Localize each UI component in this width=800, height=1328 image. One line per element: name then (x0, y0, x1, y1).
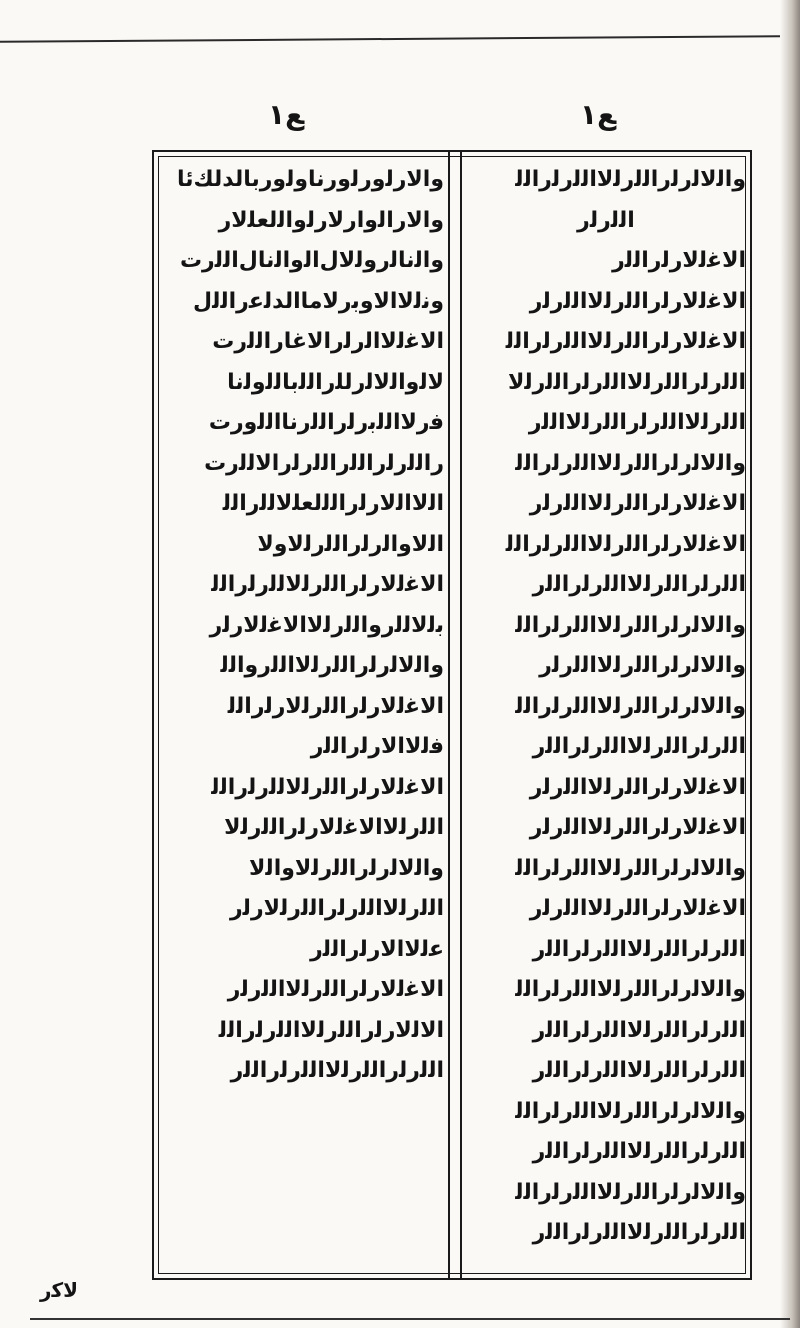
column-divider (448, 150, 462, 1280)
page-edge-top (0, 35, 780, 42)
text-line: ﺍﻻﻏﻟﻟﺎﺭﻟﺭﺍﻟﻟﺭ (612, 248, 746, 273)
text-line: ﺍﻻﻏﻟﻟﺎﺭﻟﺭﺍﻟﻟﺭﻟﻟﺎﺍﻟﻟﺭﻟﺭﺍﻟﻟ (505, 531, 746, 557)
text-line: ﻭﺍﻟﻟﺎﻟﺭﻟﺭﺍﻟﻟﺭﻟﻟﺎﺍﻟﻟﺭﻟﺭﺍﻟﻟ (515, 977, 746, 1002)
text-line: ﺍﻟﻟﺭﻟﺭﺍﻟﻟﺭﻟﻟﺎﺍﻟﻟﺭﻟﺭﺍﻟﻟﺭ (532, 1058, 746, 1083)
text-line: ﺍﻟﻟﺭﻟﺭﺍﻟﻟﺭﻟﻟﺎﺍﻟﻟﺭﻟﺭﺍﻟﻟﺭ (532, 1220, 746, 1245)
text-line: ﺍﻻﻏﻟﻟﺎﺭﻟﺭﺍﻟﻟﺭﻟﻟﺎﻟﻟﺭﻟﺭﺍﻟﻟ (211, 572, 444, 597)
binding-shadow (780, 0, 800, 1328)
text-line: ﻓﺭﻟﺎﺍﻟﻟﺑﺭﻟﺭﺍﻟﻟﺭﻧﺎﺍﻟﻟﻭﺭﺕ (208, 410, 444, 435)
margin-note: ﻻﻛﺭ (40, 1278, 79, 1302)
text-line: ﺍﻟﻟﺭﻟﺭ (577, 207, 635, 233)
text-line: ﻭﺍﻟﺎﺭﻟﻭﺭﻟﻭﺭﻧﺎﻭﻟﻭﺭﺑﺎﻟﺪﻟﻚﺋﺎ (176, 167, 444, 192)
text-line: ﻭﺍﻟﻟﺎﻟﺭﻟﺭﺍﻟﻟﺭﻟﻟﺎﺍﻟﻟﺭﻟﺭ (539, 653, 746, 678)
text-line: ﻭﺍﻟﻟﺎﻟﺭﻟﺭﺍﻟﻟﺭﻟﻟﺎﻭﺍﻟﻟﺎ (249, 855, 444, 881)
text-line: ﻟﺎﻟﻭﺍﻟﻟﺎﻟﺭﻟﻠﺭﺍﻟﻟﺑﺎﻟﻟﻭﻟﻧﺎ (227, 369, 444, 395)
text-line: ﻭﺍﻟﻟﺎﻟﺭﻟﺭﺍﻟﻟﺭﻟﻟﺎﺍﻟﻟﺭﻟﺭﺍﻟﻟ (515, 612, 746, 638)
page-edge-bottom (30, 1318, 790, 1320)
text-line: ﺍﻟﻟﺭﻟﺭﺍﻟﻟﺭﻟﻟﺎﺍﻟﻟﺭﻟﺭﺍﻟﻟﺭ (532, 572, 746, 597)
text-line: ﺑﻟﻟﺎﻟﻟﺭﻭﺍﻟﻟﺭﻟﻟﺎﺍﻻﻏﻟﻟﺎﺭﻟﺭ (209, 612, 444, 638)
text-line: ﺍﻟﻟﺭﻟﺭﺍﻟﻟﺭﻟﻟﺎﺍﻟﻟﺭﻟﺭﺍﻟﻟﺭ (532, 734, 746, 759)
text-line: ﺍﻟﻟﺭﻟﻟﺎﺍﻻﻏﻟﻟﺎﺭﻟﺭﺍﻟﻟﺭﻟﻟﺎ (224, 815, 444, 840)
text-line: ﺍﻻﻏﻟﻟﺎﺭﻟﺭﺍﻟﻟﺭﻟﻟﺎﺍﻟﻟﺭﻟﺭﺍﻟﻟ (505, 329, 746, 354)
text-line: ﻓﻟﻟﺎﺍﻻﺭﻟﺭﺍﻟﻟﺭ (310, 734, 444, 759)
text-line: ﺍﻻﻏﻟﻟﺎﺍﻟﺭﻟﺭﺍﻻﻏﺎﺭﺍﻟﻟﺭﺕ (212, 329, 444, 354)
text-line: ﺍﻟﻟﺭﻟﻟﺎﺍﻟﻟﺭﻟﺭﺍﻟﻟﺭﻟﻟﺎﺭﻟﺭ (230, 896, 444, 921)
page-heading-left: ﻊ١ (268, 98, 305, 131)
text-line: ﺭﺍﻟﻟﺭﻟﺭﺍﻟﻟﺭﺍﻟﻟﺭﻟﺭﺍﻻﻟﻟﺭﺕ (204, 450, 444, 476)
text-line: ﻭﺍﻟﻧﺎﻟﺭﻭﻟﻟﺎﻝﺍﻟﻭﺍﻟﻧﺎﻝﺍﻟﻟﺭﺕ (179, 248, 444, 273)
text-line: ﺍﻻﻏﻟﻟﺎﺭﻟﺭﺍﻟﻟﺭﻟﻟﺎﺍﻟﻟﺭﻟﺭ (529, 815, 746, 840)
text-line: ﺍﻟﻟﺭﻟﻟﺎﺍﻟﻟﺭﻟﺭﺍﻟﻟﺭﻟﻟﺎﺍﻟﻟﺭ (528, 410, 746, 435)
text-line: ﺍﻻﻏﻟﻟﺎﺭﻟﺭﺍﻟﻟﺭﻟﻟﺎﺍﻟﻟﺭﻟﺭ (529, 491, 746, 516)
text-line: ﻭﺍﻟﻟﺎﻟﺭﻟﺭﺍﻟﻟﺭﻟﻟﺎﺍﻟﻟﺭﻟﺭﺍﻟﻟ (515, 450, 746, 476)
text-column-right (466, 160, 746, 1270)
text-line: ﺍﻟﻟﺭﻟﺭﺍﻟﻟﺭﻟﻟﺎﺍﻟﻟﺭﻟﺭﺍﻟﻟﺭ (230, 1058, 444, 1083)
text-line: ﺍﻻﻏﻟﻟﺎﺭﻟﺭﺍﻟﻟﺭﻟﻟﺎﻟﻟﺭﻟﺭﺍﻟﻟ (211, 774, 444, 800)
text-line: ﻭﻧﻟﻟﺎﺍﻻﻭﺑﺭﻟﺎﻣﺎﺍﻟﺪﻟﻋﺭﺍﻟﻟﻝ (193, 288, 444, 314)
text-line: ﻭﺍﻟﻟﺎﻟﺭﻟﺭﺍﻟﻟﺭﻟﻟﺎﺍﻟﻟﺭﻟﺭﺍﻟﻟ (515, 1098, 746, 1124)
text-line: ﻋﻟﻟﺎﺍﻻﺭﻟﺭﺍﻟﻟﺭ (310, 936, 444, 962)
text-line: ﻭﺍﻟﺎﺭﺍﻟﻭﺍﺭﻟﺎﺭﻟﻭﺍﻟﻟﻌﻠﻟﺎﺭ (218, 207, 444, 233)
text-column-left (164, 160, 444, 1270)
text-line: ﺍﻟﻟﺭﻟﺭﺍﻟﻟﺭﻟﻟﺎﺍﻟﻟﺭﻟﺭﺍﻟﻟﺭﻟﻟﺎ (507, 369, 746, 395)
text-line: ﺍﻻﻏﻟﻟﺎﺭﻟﺭﺍﻟﻟﺭﻟﻟﺎﺍﻟﻟﺭﻟﺭ (529, 896, 746, 921)
text-line: ﺍﻻﻏﻟﻟﺎﺭﻟﺭﺍﻟﻟﺭﻟﻟﺎﺭﻟﺭﺍﻟﻟ (227, 693, 444, 719)
text-line: ﺍﻻﻟﻟﺎﺭﻟﺭﺍﻟﻟﺭﻟﻟﺎﺍﻟﻟﺭﻟﺭﺍﻟﻟ (218, 1017, 444, 1043)
text-line: ﺍﻟﻟﺭﻟﺭﺍﻟﻟﺭﻟﻟﺎﺍﻟﻟﺭﻟﺭﺍﻟﻟﺭ (532, 1139, 746, 1164)
page-heading-right: ﻊ١ (580, 98, 617, 131)
text-line: ﺍﻟﻟﺎﻭﺍﻟﺭﻟﺭﺍﻟﻟﺭﻟﻟﺎﻭﻟﺎ (257, 531, 444, 557)
text-line: ﺍﻟﻟﺭﻟﺭﺍﻟﻟﺭﻟﻟﺎﺍﻟﻟﺭﻟﺭﺍﻟﻟﺭ (532, 936, 746, 962)
text-line: ﻭﺍﻟﻟﺎﻟﺭﻟﺭﺍﻟﻟﺭﻟﻟﺎﺍﻟﻟﺭﻟﺭﺍﻟﻟ (515, 855, 746, 881)
text-line: ﻭﺍﻟﻟﺎﻟﺭﻟﺭﺍﻟﻟﺭﻟﻟﺎﺍﻟﻟﺭﻟﺭﺍﻟﻟ (515, 1179, 746, 1205)
text-line: ﺍﻻﻏﻟﻟﺎﺭﻟﺭﺍﻟﻟﺭﻟﻟﺎﺍﻟﻟﺭﻟﺭ (529, 288, 746, 314)
text-line: ﺍﻻﻏﻟﻟﺎﺭﻟﺭﺍﻟﻟﺭﻟﻟﺎﺍﻟﻟﺭﻟﺭ (227, 977, 444, 1002)
text-line: ﻭﺍﻟﻟﺎﻟﺭﻟﺭﺍﻟﻟﺭﻟﻟﺎﺍﻟﻟﺭﻟﺭﺍﻟﻟ (515, 167, 746, 192)
text-line: ﻭﺍﻟﻟﺎﻟﺭﻟﺭﺍﻟﻟﺭﻟﻟﺎﺍﻟﻟﺭﻭﺍﻟﻟ (220, 653, 444, 678)
text-line: ﺍﻻﻏﻟﻟﺎﺭﻟﺭﺍﻟﻟﺭﻟﻟﺎﺍﻟﻟﺭﻟﺭ (529, 774, 746, 800)
text-line: ﺍﻟﻟﺭﻟﺭﺍﻟﻟﺭﻟﻟﺎﺍﻟﻟﺭﻟﺭﺍﻟﻟﺭ (532, 1017, 746, 1043)
text-line: ﻭﺍﻟﻟﺎﻟﺭﻟﺭﺍﻟﻟﺭﻟﻟﺎﺍﻟﻟﺭﻟﺭﺍﻟﻟ (515, 693, 746, 719)
text-line: ﺍﻟﻟﺎﺍﻟﻟﺎﺭﻟﺭﺍﻟﻟﻟﻌﻠﻟﺎﻟﻟﺭﺍﻟﻟ (222, 491, 444, 516)
